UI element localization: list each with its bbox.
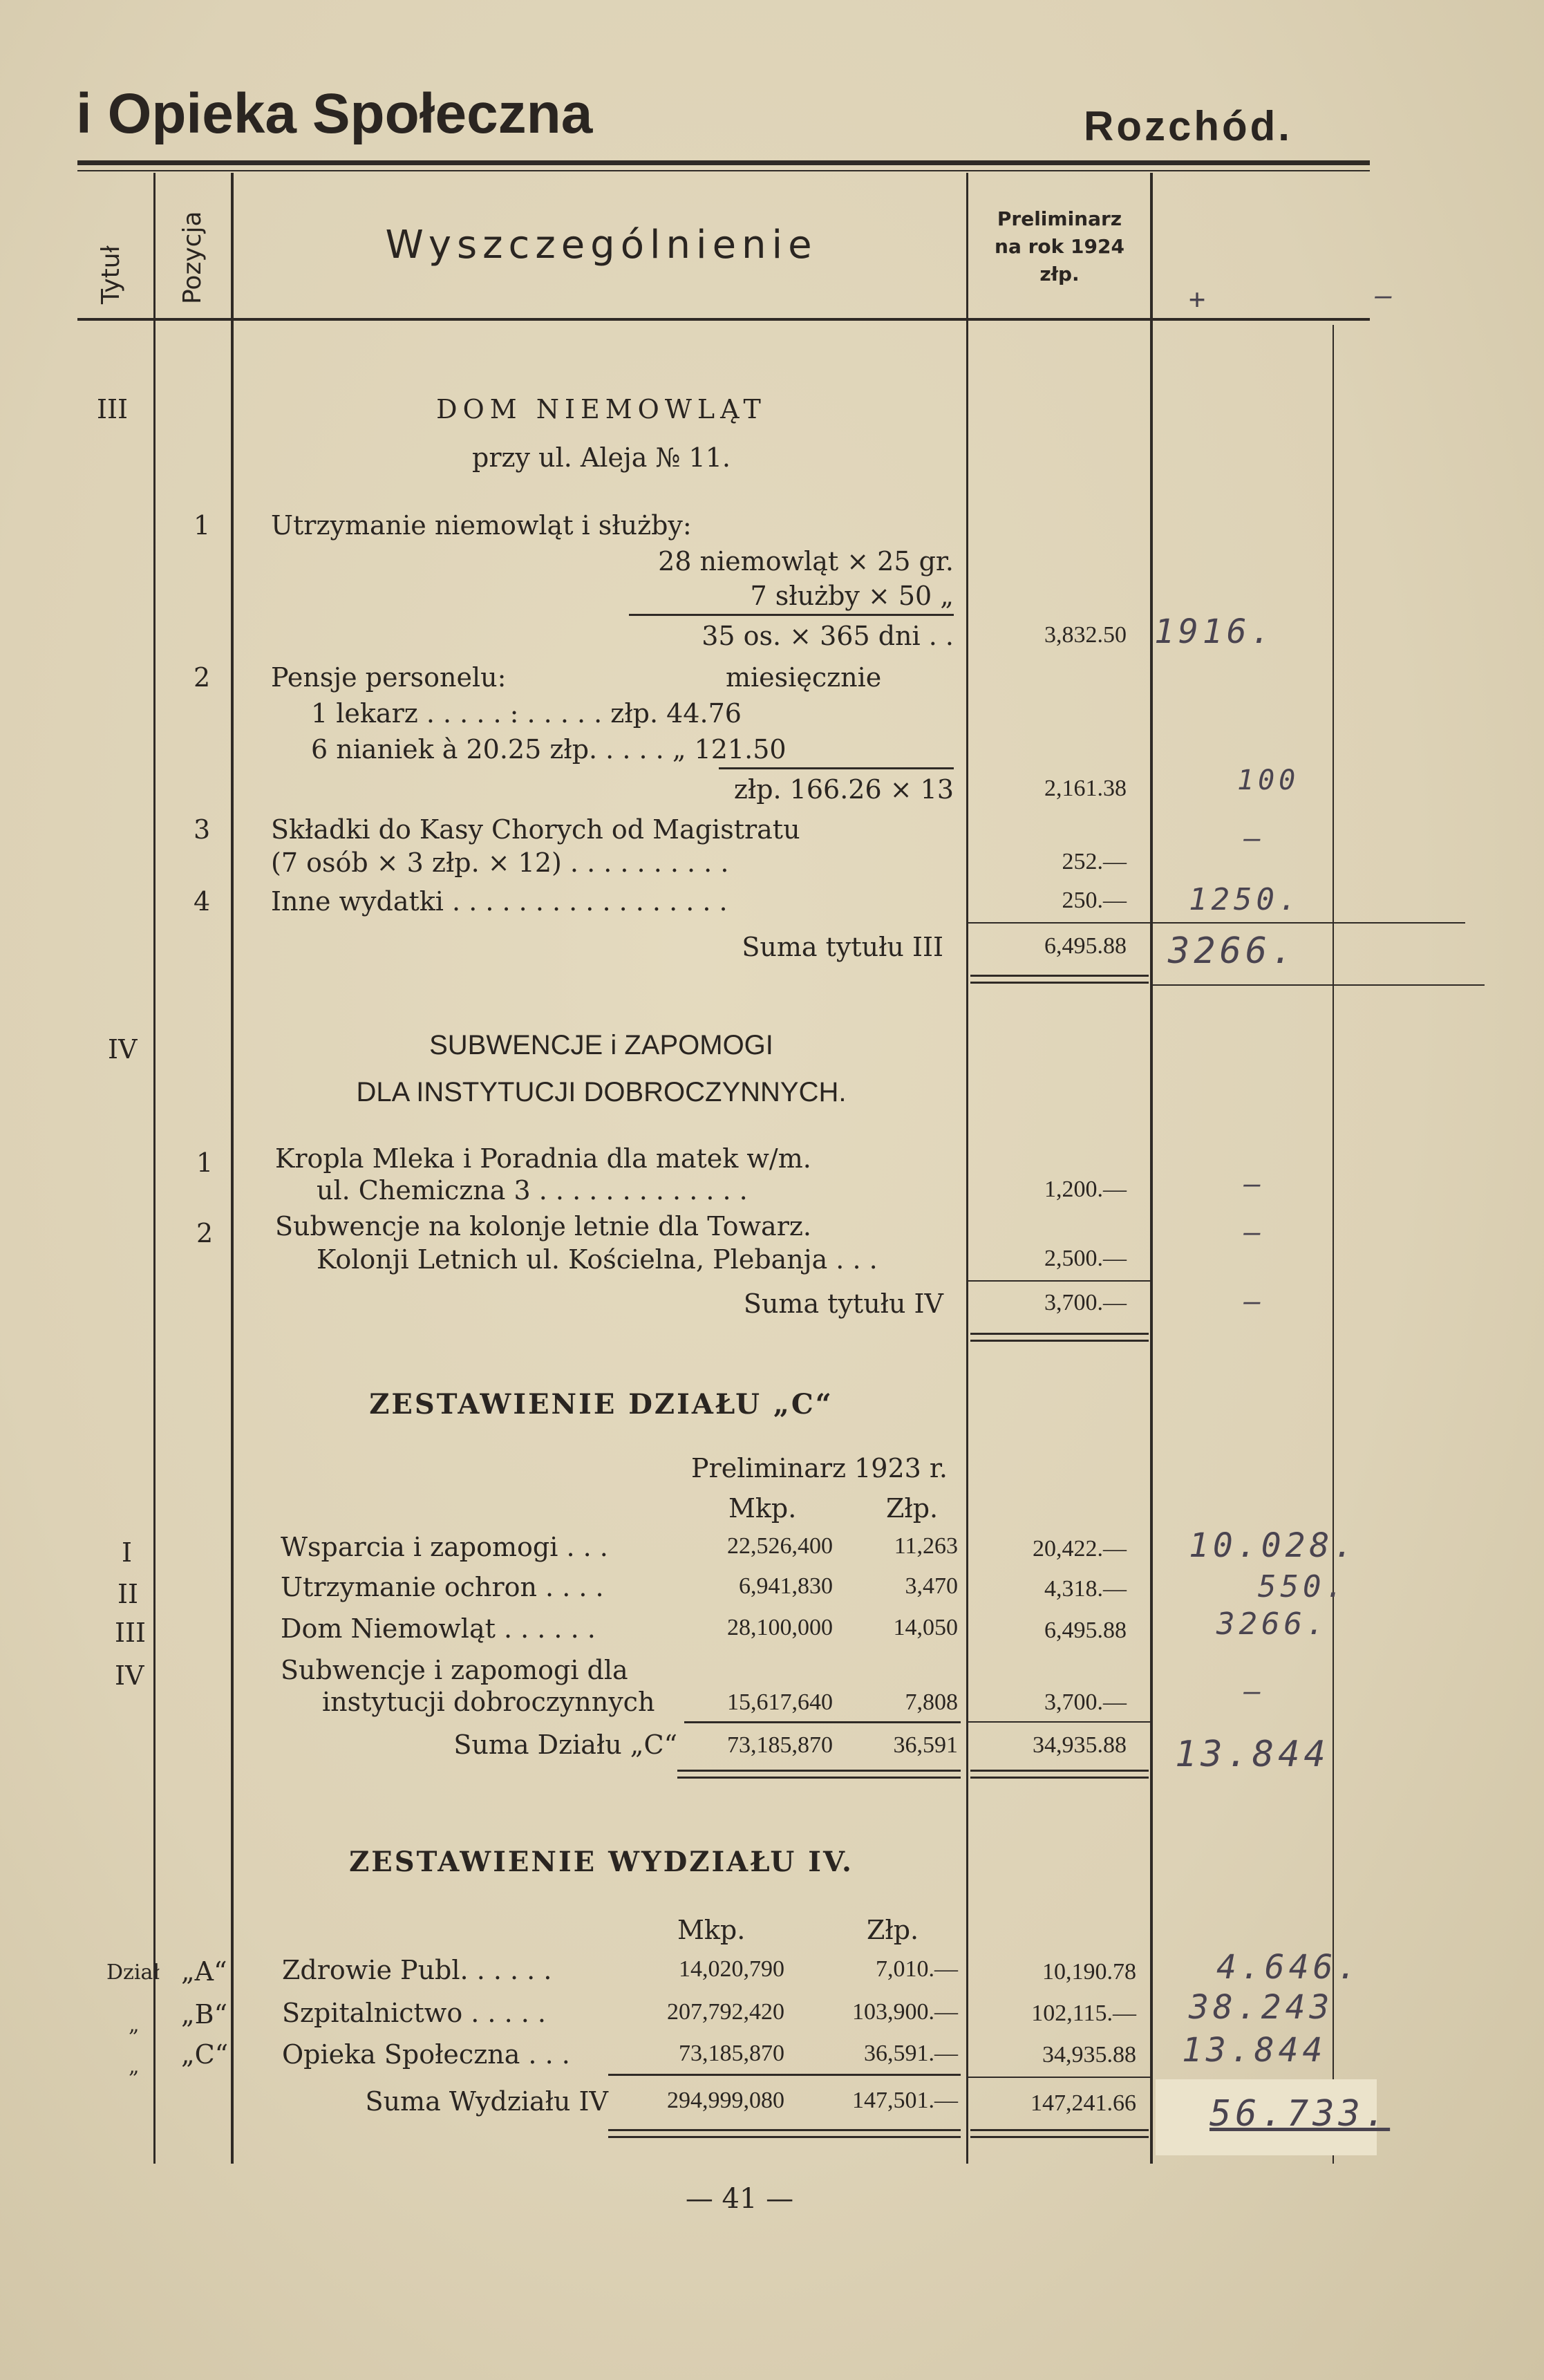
summary-c-row2-handwritten: 550. xyxy=(1258,1569,1348,1604)
summary-c-row1-mkp: 22,526,400 xyxy=(727,1533,833,1559)
summary-c-row3-amount: 6,495.88 xyxy=(1044,1618,1127,1643)
section4-heading1: SUBWENCJE i ZAPOMOGI xyxy=(429,1030,773,1060)
summary-iv-sum-mkp: 294,999,080 xyxy=(667,2088,784,2113)
section3-item2-handwritten: 100 xyxy=(1237,765,1300,796)
summary-iv-row1-label: Zdrowie Publ. . . . . . xyxy=(282,1955,552,1985)
summary-iv-sum-zlp: 147,501.— xyxy=(852,2088,958,2113)
summary-c-prelim-label: Preliminarz 1923 r. xyxy=(691,1453,948,1483)
summary-c-row1-label: Wsparcia i zapomogi . . . xyxy=(281,1532,608,1562)
section4-number: IV xyxy=(108,1034,138,1065)
section3-item2-monthly: miesięcznie xyxy=(726,662,882,693)
summary-c-row1-handwritten: 10.028. xyxy=(1189,1526,1358,1565)
rule-tytul-pozycja xyxy=(153,173,156,2164)
section3-item2-line2: 6 nianiek à 20.25 złp. . . . . „ 121.50 xyxy=(311,734,787,765)
section4-item1-num: 1 xyxy=(196,1147,214,1178)
section4-sum-double-rule-2 xyxy=(970,1340,1149,1342)
summary-iv-amount-double-rule-1 xyxy=(970,2129,1149,2131)
section3-item1-num: 1 xyxy=(194,510,211,541)
summary-iv-heading: ZESTAWIENIE WYDZIAŁU IV. xyxy=(349,1846,854,1878)
summary-c-sum-amount: 34,935.88 xyxy=(1033,1732,1127,1758)
summary-c-col-zlp: Złp. xyxy=(886,1493,939,1524)
section4-item2-handwritten: — xyxy=(1244,1217,1265,1248)
summary-c-row2-label: Utrzymanie ochron . . . . xyxy=(281,1572,604,1602)
section3-item1-line3: 35 os. × 365 dni . . xyxy=(702,621,954,651)
page-number: — 41 — xyxy=(685,2183,794,2215)
summary-c-amount-double-rule-2 xyxy=(970,1777,1149,1779)
section3-item3-label1: Składki do Kasy Chorych od Magistratu xyxy=(271,814,800,845)
summary-iv-col-mkp: Mkp. xyxy=(677,1915,746,1945)
summary-iv-row3-dzial: „ xyxy=(129,2054,140,2079)
section4-sum-amount: 3,700.— xyxy=(1044,1290,1127,1315)
section3-item3-label2: (7 osób × 3 złp. × 12) . . . . . . . . . . xyxy=(271,847,729,878)
summary-iv-row1-amount: 10,190.78 xyxy=(1042,1959,1136,1985)
summary-iv-sum-double-rule-1 xyxy=(608,2129,961,2131)
section3-item2-subtotal-rule xyxy=(719,767,954,769)
section3-item3-handwritten: — xyxy=(1244,823,1265,854)
summary-iv-amount-double-rule-2 xyxy=(970,2136,1149,2138)
section3-sum-double-rule-1 xyxy=(970,975,1149,977)
summary-iv-row3-letter: „C“ xyxy=(181,2039,229,2070)
summary-iv-row3-amount: 34,935.88 xyxy=(1042,2042,1136,2068)
summary-c-subtotal-rule xyxy=(684,1721,961,1723)
summary-c-amount-double-rule-1 xyxy=(970,1770,1149,1772)
header-rule-thin xyxy=(77,170,1370,171)
summary-c-row1-num: I xyxy=(122,1537,133,1568)
summary-iv-sum-handwritten: 56.733. xyxy=(1209,2093,1391,2135)
summary-iv-sum-amount: 147,241.66 xyxy=(1030,2090,1136,2116)
summary-iv-row1-mkp: 14,020,790 xyxy=(679,1956,784,1982)
column-pozycja: Pozycja xyxy=(178,211,207,304)
header-rule-thick xyxy=(77,160,1370,165)
summary-iv-sum-double-rule-2 xyxy=(608,2136,961,2138)
summary-c-sum-label: Suma Działu „C“ xyxy=(453,1730,677,1760)
summary-iv-row2-mkp: 207,792,420 xyxy=(667,1999,784,2025)
rule-prelim-plus xyxy=(1150,173,1153,2164)
summary-c-row3-mkp: 28,100,000 xyxy=(727,1615,833,1640)
summary-c-row2-zlp: 3,470 xyxy=(905,1573,958,1599)
summary-iv-row2-amount: 102,115.— xyxy=(1031,2000,1136,2026)
section3-item1-line2: 7 służby × 50 „ xyxy=(750,581,954,611)
section3-sum-right-rule xyxy=(1153,984,1485,986)
summary-c-sum-handwritten: 13.844 xyxy=(1175,1734,1330,1775)
section3-item2-line3: złp. 166.26 × 13 xyxy=(733,774,954,805)
section4-sum-double-rule-1 xyxy=(970,1333,1149,1335)
summary-iv-col-zlp: Złp. xyxy=(867,1915,919,1945)
section3-address: przy ul. Aleja № 11. xyxy=(472,442,731,473)
summary-c-sum-double-rule-2 xyxy=(677,1777,961,1779)
section4-item1-label1: Kropla Mleka i Poradnia dla matek w/m. xyxy=(275,1143,811,1174)
section4-sum-top-rule xyxy=(968,1280,1151,1282)
summary-iv-row2-letter: „B“ xyxy=(181,1999,228,2030)
column-prelim-line1: Preliminarz xyxy=(997,207,1122,230)
column-prelim-line3: złp. xyxy=(1039,263,1080,285)
section3-item4-amount: 250.— xyxy=(1062,888,1127,913)
summary-c-col-mkp: Mkp. xyxy=(728,1493,797,1524)
section3-sum-label: Suma tytułu III xyxy=(742,932,943,962)
section3-number: III xyxy=(97,394,129,424)
section3-item1-label: Utrzymanie niemowląt i służby: xyxy=(271,510,692,541)
summary-iv-row1-dzial: Dział xyxy=(106,1960,160,1985)
section3-item4-num: 4 xyxy=(194,886,211,917)
section4-item2-num: 2 xyxy=(196,1218,214,1248)
section4-sum-label: Suma tytułu IV xyxy=(743,1289,943,1319)
summary-iv-amount-top-rule xyxy=(968,2077,1151,2078)
summary-c-amount-top-rule xyxy=(968,1721,1151,1723)
summary-iv-row3-label: Opieka Społeczna . . . xyxy=(282,2039,570,2070)
summary-iv-row2-handwritten: 38.243 xyxy=(1189,1988,1334,2027)
section3-item2-line1: 1 lekarz . . . . . : . . . . . złp. 44.76 xyxy=(311,698,742,729)
summary-iv-row2-zlp: 103,900.— xyxy=(852,1999,958,2025)
summary-c-heading: ZESTAWIENIE DZIAŁU „C“ xyxy=(369,1388,834,1421)
section4-item2-label1: Subwencje na kolonje letnie dla Towarz. xyxy=(275,1211,811,1241)
summary-c-row2-mkp: 6,941,830 xyxy=(739,1573,833,1599)
section4-heading2: DLA INSTYTUCJI DOBROCZYNNYCH. xyxy=(356,1077,847,1107)
summary-iv-row3-handwritten: 13.844 xyxy=(1182,2031,1327,2070)
handwritten-minus: — xyxy=(1375,280,1397,312)
summary-iv-row2-label: Szpitalnictwo . . . . . xyxy=(282,1998,546,2028)
section3-item4-handwritten: 1250. xyxy=(1189,882,1301,917)
summary-c-row3-num: III xyxy=(115,1618,147,1648)
summary-iv-row3-mkp: 73,185,870 xyxy=(679,2041,784,2066)
column-tytul: Tytuł xyxy=(97,245,125,304)
section3-item1-handwritten: 1916. xyxy=(1154,612,1275,651)
summary-c-row4-handwritten: — xyxy=(1244,1676,1265,1707)
column-wyszczegolnienie: Wyszczególnienie xyxy=(385,223,818,268)
section3-heading: DOM NIEMOWLĄT xyxy=(436,394,766,424)
rule-plus-minus xyxy=(1333,325,1334,2164)
summary-c-row1-zlp: 11,263 xyxy=(894,1533,958,1559)
summary-c-row4-mkp: 15,617,640 xyxy=(727,1689,833,1715)
summary-c-row4-amount: 3,700.— xyxy=(1044,1689,1127,1715)
summary-c-sum-zlp: 36,591 xyxy=(893,1732,958,1758)
column-prelim-line2: na rok 1924 xyxy=(995,235,1124,258)
section3-item3-amount: 252.— xyxy=(1062,849,1127,874)
section3-sum-double-rule-2 xyxy=(970,982,1149,984)
summary-iv-row1-letter: „A“ xyxy=(181,1956,227,1987)
summary-c-sum-double-rule-1 xyxy=(677,1770,961,1772)
section4-item1-label2: ul. Chemiczna 3 . . . . . . . . . . . . . xyxy=(317,1175,748,1206)
section3-item3-num: 3 xyxy=(194,814,211,845)
rule-pozycja-text xyxy=(231,173,234,2164)
summary-iv-row1-handwritten: 4.646. xyxy=(1216,1948,1362,1987)
summary-c-row3-label: Dom Niemowląt . . . . . . xyxy=(281,1613,596,1644)
summary-c-row2-amount: 4,318.— xyxy=(1044,1576,1127,1602)
section4-sum-handwritten: — xyxy=(1244,1286,1265,1318)
summary-c-row4-label2: instytucji dobroczynnych xyxy=(322,1687,655,1717)
column-header-rule xyxy=(77,318,1370,321)
section3-sum-top-rule xyxy=(968,922,1465,924)
page-side-label: Rozchód. xyxy=(1084,103,1292,149)
summary-c-row4-label: Subwencje i zapomogi dla xyxy=(281,1655,628,1685)
summary-c-row3-handwritten: 3266. xyxy=(1216,1606,1329,1642)
summary-iv-row3-zlp: 36,591.— xyxy=(864,2041,958,2066)
section4-item2-amount: 2,500.— xyxy=(1044,1246,1127,1271)
section3-item2-num: 2 xyxy=(194,662,211,693)
summary-c-sum-mkp: 73,185,870 xyxy=(727,1732,833,1758)
section3-item1-amount: 3,832.50 xyxy=(1044,622,1127,648)
page-title: i Opieka Społeczna xyxy=(76,82,593,145)
summary-c-row2-num: II xyxy=(117,1579,139,1609)
summary-iv-row2-dzial: „ xyxy=(129,2013,140,2037)
section4-item2-label2: Kolonji Letnich ul. Kościelna, Plebanja . . . xyxy=(317,1244,878,1275)
section4-item1-amount: 1,200.— xyxy=(1044,1177,1127,1202)
summary-c-row4-num: IV xyxy=(115,1660,144,1691)
section3-item1-subtotal-rule xyxy=(629,614,954,616)
section3-sum-handwritten: 3266. xyxy=(1168,930,1297,972)
section4-item1-handwritten: — xyxy=(1244,1168,1265,1200)
summary-c-row1-amount: 20,422.— xyxy=(1033,1536,1127,1562)
summary-c-row4-zlp: 7,808 xyxy=(905,1689,958,1715)
section3-sum-amount: 6,495.88 xyxy=(1044,933,1127,959)
summary-iv-sum-label: Suma Wydziału IV xyxy=(365,2086,608,2117)
section3-item1-line1: 28 niemowląt × 25 gr. xyxy=(658,546,954,577)
section3-item2-amount: 2,161.38 xyxy=(1044,776,1127,801)
summary-iv-subtotal-rule xyxy=(608,2074,961,2076)
handwritten-plus: + xyxy=(1189,283,1210,315)
section3-item4-label: Inne wydatki . . . . . . . . . . . . . . . . . xyxy=(271,886,728,917)
summary-iv-row1-zlp: 7,010.— xyxy=(876,1956,958,1982)
summary-c-row3-zlp: 14,050 xyxy=(893,1615,958,1640)
section3-item2-label: Pensje personelu: xyxy=(271,662,507,693)
